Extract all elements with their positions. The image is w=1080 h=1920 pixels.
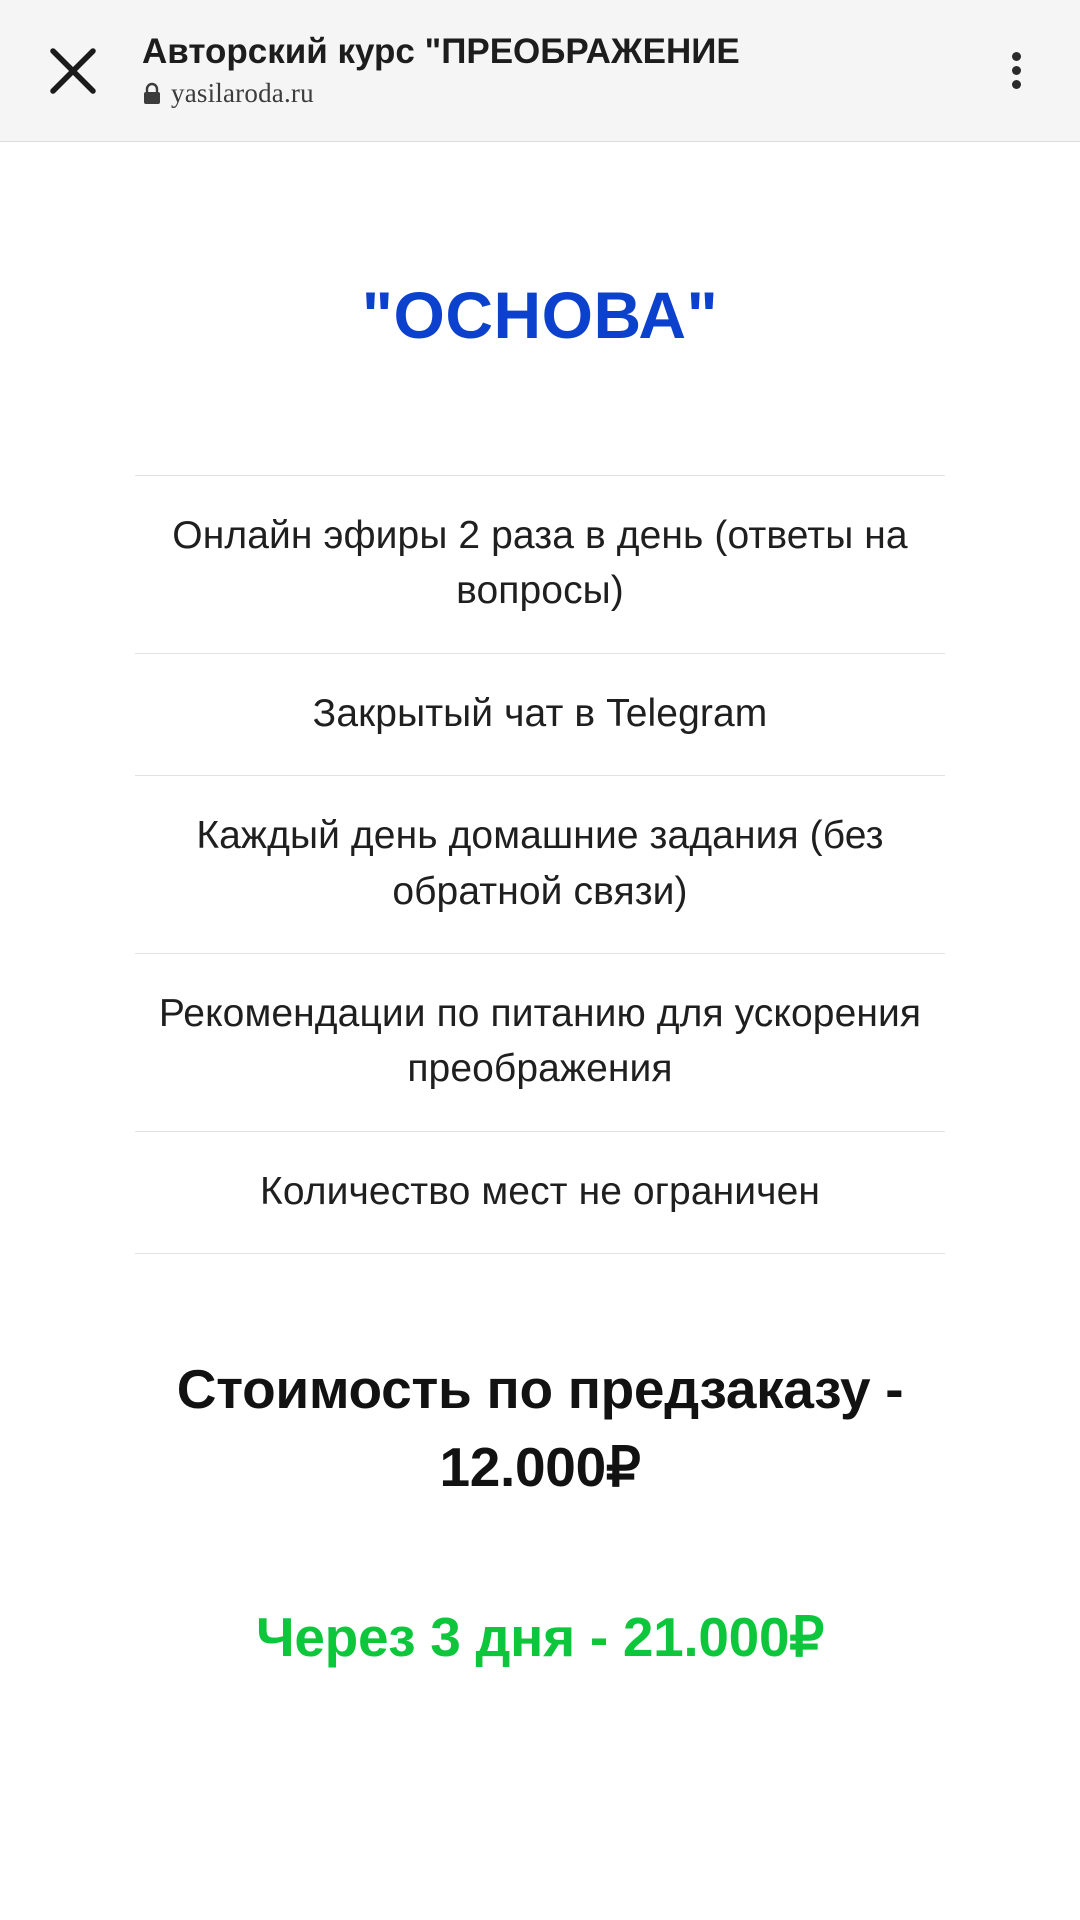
close-button[interactable]: [34, 32, 112, 110]
close-icon: [46, 44, 100, 98]
list-item: Закрытый чат в Telegram: [135, 654, 945, 776]
overflow-menu-icon: [1012, 47, 1021, 94]
preorder-price: Стоимость по предзаказу - 12.000₽: [176, 1358, 904, 1499]
list-item: Каждый день домашние задания (без обратной связи): [135, 776, 945, 954]
origin-row: [142, 78, 980, 109]
section-heading: "ОСНОВА": [361, 278, 719, 352]
overflow-menu-button[interactable]: [980, 28, 1052, 114]
browser-toolbar: [0, 0, 1080, 142]
features-list: [135, 475, 945, 1254]
later-price: Через 3 дня - 21.000₽: [256, 1606, 824, 1669]
list-item: Количество мест не ограничен: [135, 1132, 945, 1254]
pricing-block: [0, 1350, 1080, 1674]
list-item: Рекомендации по питанию для ускорения преображения: [135, 954, 945, 1132]
list-item: Онлайн эфиры 2 раза в день (ответы на вопросы): [135, 476, 945, 654]
title-and-origin[interactable]: [142, 32, 980, 109]
lock-icon: [142, 82, 162, 106]
page-title: Авторский курс "ПРЕОБРАЖЕНИЕ: [142, 31, 740, 71]
page-content: [0, 277, 1080, 1674]
origin-text: yasilaroda.ru: [171, 78, 314, 109]
